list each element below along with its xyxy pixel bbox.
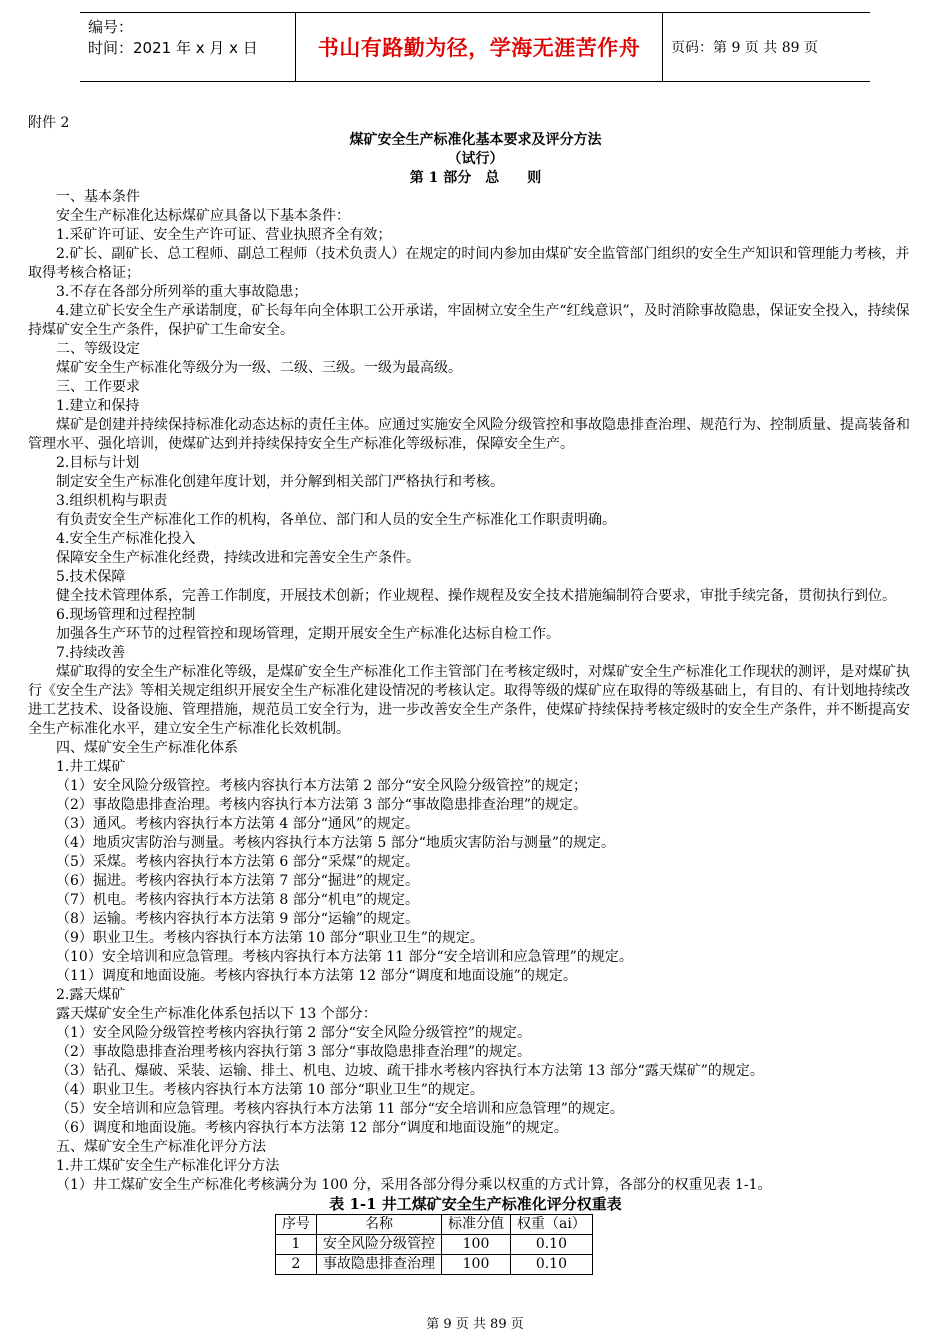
page-header <box>80 12 870 82</box>
table-header-cell: 名称 <box>317 1215 442 1235</box>
header-motto: 书山有路勤为径，学海无涯苦作舟 <box>295 13 663 81</box>
header-number: 编号： <box>88 18 134 36</box>
paragraph: （1）安全风险分级管控。考核内容执行本方法第 2 部分“安全风险分级管控”的规定； <box>56 778 588 794</box>
paragraph: （3）通风。考核内容执行本方法第 4 部分“通风”的规定。 <box>56 816 420 832</box>
header-time: 时间：2021 年 x 月 x 日 <box>88 39 258 57</box>
paragraph: 煤矿取得的安全生产标准化等级，是煤矿安全生产标准化工作主管部门在考核定级时，对煤矿安全生产标准化工作现状的测评，是对煤矿执行《安全生产法》等相关规定组织开展安全生产标准化建设情况的考核认定。取得等级的煤矿应在取得的等级基础上，有目的、有计划地持续改进工艺技术、设备设施、管理措施，规范员工安全行为，进一步改善安全生产条件，使煤矿持续保持考核定级时的安全生产条件，并不断提高安全生产标准化水平，建立安全生产标准化长效机制。 <box>28 664 910 737</box>
paragraph: （5）安全培训和应急管理。考核内容执行本方法第 11 部分“安全培训和应急管理”的规定。 <box>56 1101 624 1117</box>
paragraph: 煤矿安全生产标准化等级分为一级、二级、三级。一级为最高级。 <box>56 360 462 376</box>
annex-label: 附件 2 <box>28 115 70 131</box>
paragraph: 4.建立矿长安全生产承诺制度，矿长每年向全体职工公开承诺，牢固树立安全生产“红线意识”，及时消除事故隐患，保证安全投入，持续保持煤矿安全生产条件，保护矿工生命安全。 <box>28 303 910 338</box>
paragraph: 7.持续改善 <box>56 645 126 661</box>
paragraph: 1.建立和保持 <box>56 398 140 414</box>
paragraph-list <box>28 188 923 1195</box>
paragraph: 2.矿长、副矿长、总工程师、副总工程师（技术负责人）在规定的时间内参加由煤矿安全监管部门组织的安全生产知识和管理能力考核，并取得考核合格证； <box>28 246 910 281</box>
table-cell: 1 <box>276 1235 317 1255</box>
table-row <box>276 1235 593 1255</box>
table-row <box>276 1255 593 1275</box>
table-cell: 安全风险分级管控 <box>317 1235 442 1255</box>
paragraph: 安全生产标准化达标煤矿应具备以下基本条件： <box>56 208 350 224</box>
paragraph: （4）职业卫生。考核内容执行本方法第 10 部分“职业卫生”的规定。 <box>56 1082 484 1098</box>
paragraph: 5.技术保障 <box>56 569 126 585</box>
paragraph: 1.采矿许可证、安全生产许可证、营业执照齐全有效； <box>56 227 392 243</box>
document-body <box>28 131 923 1275</box>
document-subtitle: （试行） <box>447 151 504 167</box>
table-cell: 100 <box>442 1255 511 1275</box>
table-header-cell: 权重（ai） <box>511 1215 593 1235</box>
header-meta <box>88 17 258 59</box>
paragraph: 2.露天煤矿 <box>56 987 126 1003</box>
page-footer: 第 9 页 共 89 页 <box>426 1317 524 1332</box>
table-cell: 2 <box>276 1255 317 1275</box>
paragraph: 3.组织机构与职责 <box>56 493 168 509</box>
table-header-cell: 序号 <box>276 1215 317 1235</box>
paragraph: （10）安全培训和应急管理。考核内容执行本方法第 11 部分“安全培训和应急管理”的规定。 <box>56 949 633 965</box>
paragraph: 1.井工煤矿安全生产标准化评分方法 <box>56 1158 280 1174</box>
paragraph: （5）采煤。考核内容执行本方法第 6 部分“采煤”的规定。 <box>56 854 420 870</box>
table-cell: 0.10 <box>511 1255 593 1275</box>
paragraph: 1.井工煤矿 <box>56 759 126 775</box>
paragraph: （3）钻孔、爆破、采装、运输、排土、机电、边坡、疏干排水考核内容执行本方法第 13 部分“露天煤矿”的规定。 <box>56 1063 764 1079</box>
paragraph: （11）调度和地面设施。考核内容执行本方法第 12 部分“调度和地面设施”的规定。 <box>56 968 577 984</box>
paragraph: 3.不存在各部分所列举的重大事故隐患； <box>56 284 308 300</box>
paragraph: 保障安全生产标准化经费，持续改进和完善安全生产条件。 <box>56 550 420 566</box>
paragraph: 四、煤矿安全生产标准化体系 <box>56 740 238 756</box>
paragraph: 4.安全生产标准化投入 <box>56 531 196 547</box>
paragraph: 6.现场管理和过程控制 <box>56 607 196 623</box>
table-header-row <box>276 1215 593 1235</box>
paragraph: （6）调度和地面设施。考核内容执行本方法第 12 部分“调度和地面设施”的规定。 <box>56 1120 568 1136</box>
paragraph: （4）地质灾害防治与测量。考核内容执行本方法第 5 部分“地质灾害防治与测量”的规定。 <box>56 835 616 851</box>
paragraph: （8）运输。考核内容执行本方法第 9 部分“运输”的规定。 <box>56 911 420 927</box>
header-page-info: 页码：第 9 页 共 89 页 <box>671 40 818 56</box>
paragraph: 加强各生产环节的过程管控和现场管理，定期开展安全生产标准化达标自检工作。 <box>56 626 560 642</box>
table-cell: 事故隐患排查治理 <box>317 1255 442 1275</box>
table-header-cell: 标准分值 <box>442 1215 511 1235</box>
paragraph: 健全技术管理体系，完善工作制度，开展技术创新；作业规程、操作规程及安全技术措施编制符合要求，审批手续完备，贯彻执行到位。 <box>56 588 896 604</box>
paragraph: 一、基本条件 <box>56 189 140 205</box>
weight-table <box>275 1214 593 1275</box>
paragraph: （6）掘进。考核内容执行本方法第 7 部分“掘进”的规定。 <box>56 873 420 889</box>
paragraph: 五、煤矿安全生产标准化评分方法 <box>56 1139 266 1155</box>
paragraph: （9）职业卫生。考核内容执行本方法第 10 部分“职业卫生”的规定。 <box>56 930 484 946</box>
paragraph: （1）井工煤矿安全生产标准化考核满分为 100 分，采用各部分得分乘以权重的方式计算，各部分的权重见表 1-1。 <box>56 1177 772 1193</box>
table-title: 表 1-1 井工煤矿安全生产标准化评分权重表 <box>329 1195 622 1213</box>
paragraph: 煤矿是创建并持续保持标准化动态达标的责任主体。应通过实施安全风险分级管控和事故隐患排查治理、规范行为、控制质量、提高装备和管理水平、强化培训，使煤矿达到并持续保持安全生产标准化等级标准，保障安全生产。 <box>28 417 910 452</box>
paragraph: 二、等级设定 <box>56 341 140 357</box>
paragraph: （2）事故隐患排查治理。考核内容执行本方法第 3 部分“事故隐患排查治理”的规定。 <box>56 797 588 813</box>
paragraph: （7）机电。考核内容执行本方法第 8 部分“机电”的规定。 <box>56 892 420 908</box>
part-heading: 第 1 部分 总 则 <box>409 170 542 186</box>
paragraph: 三、工作要求 <box>56 379 140 395</box>
paragraph: 露天煤矿安全生产标准化体系包括以下 13 个部分： <box>56 1006 377 1022</box>
paragraph: 制定安全生产标准化创建年度计划，并分解到相关部门严格执行和考核。 <box>56 474 504 490</box>
table-cell: 0.10 <box>511 1235 593 1255</box>
table-body <box>276 1235 593 1275</box>
paragraph: 2.目标与计划 <box>56 455 140 471</box>
paragraph: 有负责安全生产标准化工作的机构，各单位、部门和人员的安全生产标准化工作职责明确。 <box>56 512 616 528</box>
table-cell: 100 <box>442 1235 511 1255</box>
paragraph: （2）事故隐患排查治理考核内容执行第 3 部分“事故隐患排查治理”的规定。 <box>56 1044 532 1060</box>
document-title: 煤矿安全生产标准化基本要求及评分方法 <box>349 132 602 148</box>
paragraph: （1）安全风险分级管控考核内容执行第 2 部分“安全风险分级管控”的规定。 <box>56 1025 532 1041</box>
